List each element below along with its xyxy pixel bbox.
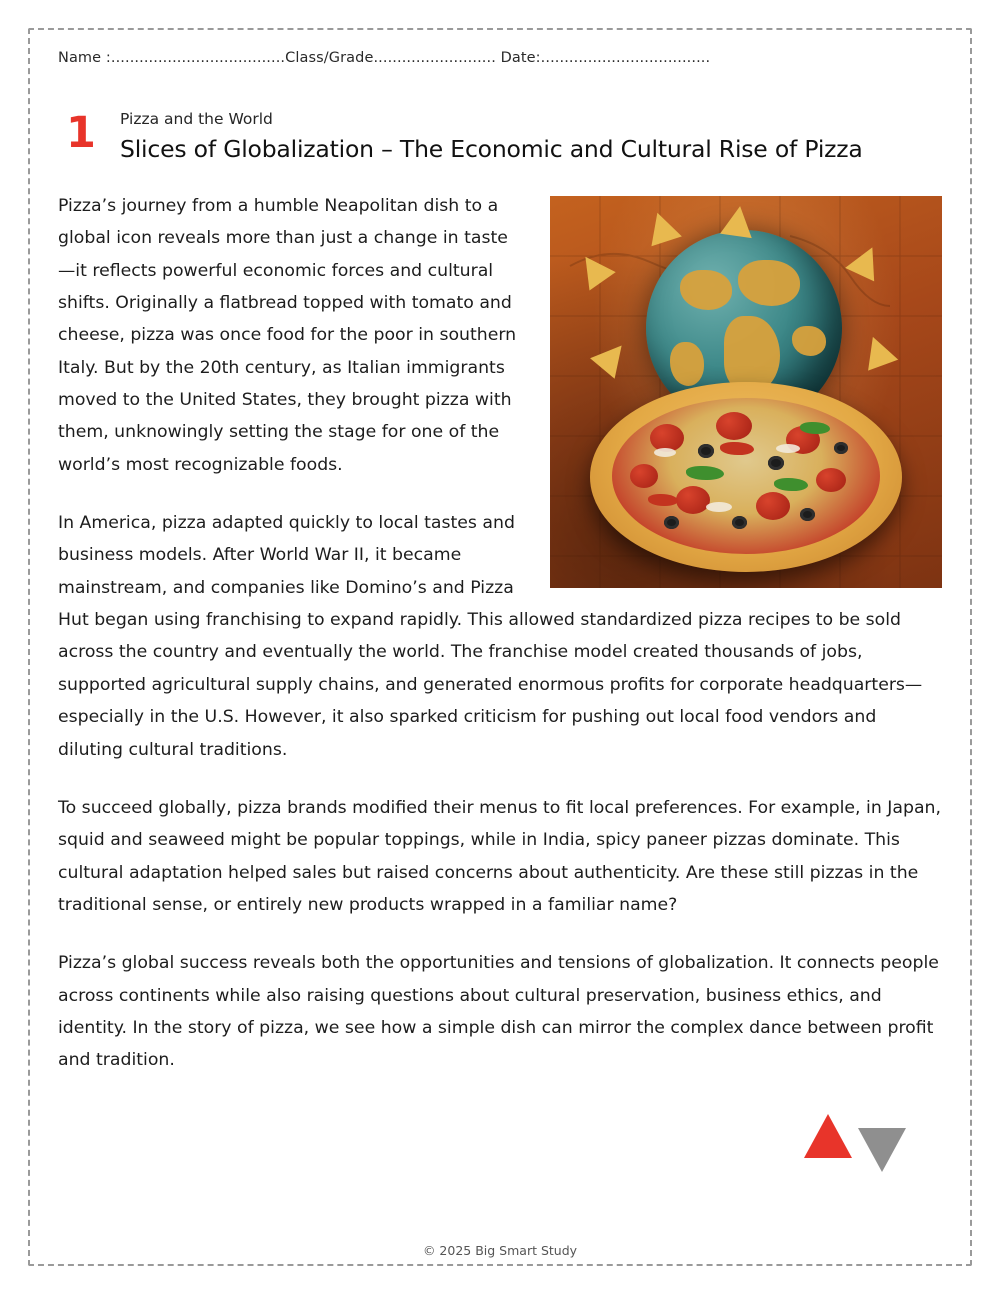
arrow-decorations bbox=[804, 1114, 914, 1174]
name-field-label[interactable]: Name :..................................... bbox=[58, 50, 286, 66]
passage-paragraph-3: To succeed globally, pizza brands modified their menus to fit local preferences. For example, in Japan, squid and seaweed might be popular toppings, while in India, spicy paneer pizzas dominate. This cultural adaptation helped sales but raised concerns about authenticity. Are these still pizzas in the traditional sense, or entirely new products wrapped in a familiar name? bbox=[58, 797, 941, 915]
title-block bbox=[58, 110, 942, 164]
flying-pizza-slice bbox=[720, 204, 756, 238]
pizza-globe-illustration bbox=[550, 196, 942, 588]
passage-paragraph-1: Pizza’s journey from a humble Neapolitan dish to a global icon reveals more than just a change in taste—it reflects powerful economic forces and cultural shifts. Originally a flatbread topped with tomato and cheese, pizza was once food for the poor in southern Italy. But by the 20th century, as Italian immigrants moved to the United States, they brought pizza with them, unknowingly setting the stage for one of the world’s most recognizable foods. bbox=[58, 196, 517, 475]
reading-passage bbox=[58, 190, 942, 1077]
worksheet-content bbox=[58, 50, 942, 1077]
class-grade-field-label[interactable]: Class/Grade.......................... bbox=[285, 50, 496, 66]
page-title: Slices of Globalization – The Economic and Cultural Rise of Pizza bbox=[120, 134, 863, 163]
triangle-down-icon bbox=[858, 1128, 906, 1172]
exercise-number: 1 bbox=[66, 108, 96, 158]
footer-copyright: © 2025 Big Smart Study bbox=[422, 1243, 578, 1258]
triangle-up-icon bbox=[804, 1114, 852, 1158]
passage-paragraph-4: Pizza’s global success reveals both the opportunities and tensions of globalization. It connects people across continents while also raising questions about cultural preservation, business ethics, and identity. In the story of pizza, we see how a simple dish can mirror the complex dance between profit and tradition. bbox=[58, 953, 939, 1071]
passage-paragraph-2: In America, pizza adapted quickly to local tastes and business models. After World War II, it became mainstream, and companies like Domino’s and Pizza Hut began using franchising to expand rapidly. This allowed standardized pizza recipes to be sold across the country and eventually the world. The franchise model created thousands of jobs, supported agricultural supply chains, and generated enormous profits for corporate headquarters—especially in the U.S. However, it also sparked criticism for pushing out local food vendors and diluting cultural traditions. bbox=[58, 513, 923, 760]
date-field-label[interactable]: Date:.................................... bbox=[500, 50, 711, 66]
worksheet-kicker: Pizza and the World bbox=[120, 110, 273, 128]
pepperoni-pizza-graphic bbox=[590, 382, 902, 572]
student-info-row bbox=[58, 50, 942, 66]
